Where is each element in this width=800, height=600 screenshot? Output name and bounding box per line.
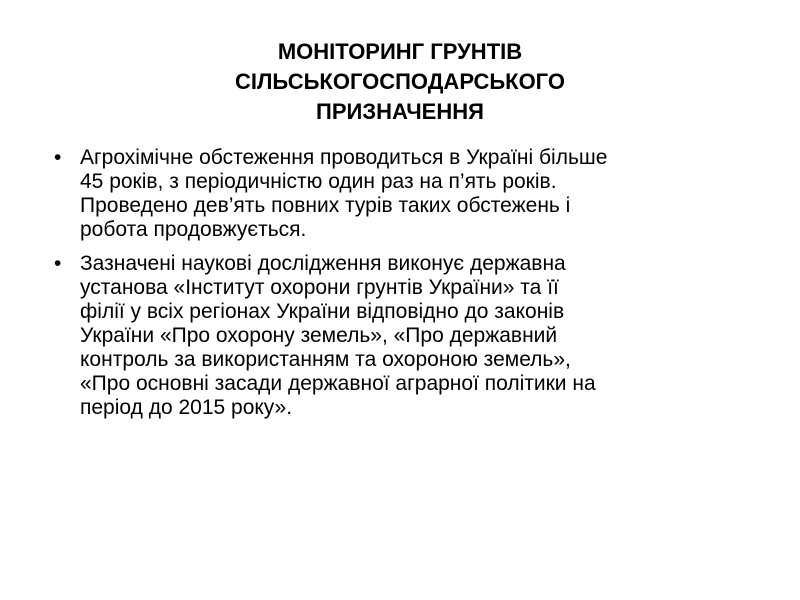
bullet-text-line: робота продовжується.: [80, 218, 307, 241]
bullet-text-line: «Про основні засади державної аграрної політики на: [80, 372, 596, 395]
bullet-text-line: Зазначені наукові дослідження виконує державна: [80, 252, 566, 275]
slide-title: [100, 37, 700, 127]
bullet-text-line: філії у всіх регіонах України відповідно до законів: [80, 300, 565, 323]
bullet-item: [46, 146, 746, 242]
title-line: ПРИЗНАЧЕННЯ: [316, 98, 484, 124]
title-line: СІЛЬСЬКОГОСПОДАРСЬКОГО: [235, 68, 565, 94]
title-line: МОНІТОРИНГ ГРУНТІВ: [277, 38, 523, 64]
bullet-icon: •: [54, 146, 62, 169]
bullet-item: [46, 252, 746, 420]
bullet-text-line: Агрохімічне обстеження проводиться в Україні більше: [80, 146, 608, 169]
bullet-text-line: період до 2015 року».: [80, 396, 293, 419]
bullet-text-line: установа «Інститут охорони грунтів України» та її: [80, 276, 559, 299]
bullet-text-line: 45 років, з періодичністю один раз на п’ять років.: [80, 170, 557, 193]
bullet-list: [46, 146, 746, 430]
bullet-text-line: контроль за використанням та охороною земель»,: [80, 348, 571, 371]
bullet-text-line: Проведено дев’ять повних турів таких обстежень і: [80, 194, 571, 217]
bullet-icon: •: [54, 252, 62, 275]
bullet-text-line: України «Про охорону земель», «Про державний: [80, 324, 558, 347]
